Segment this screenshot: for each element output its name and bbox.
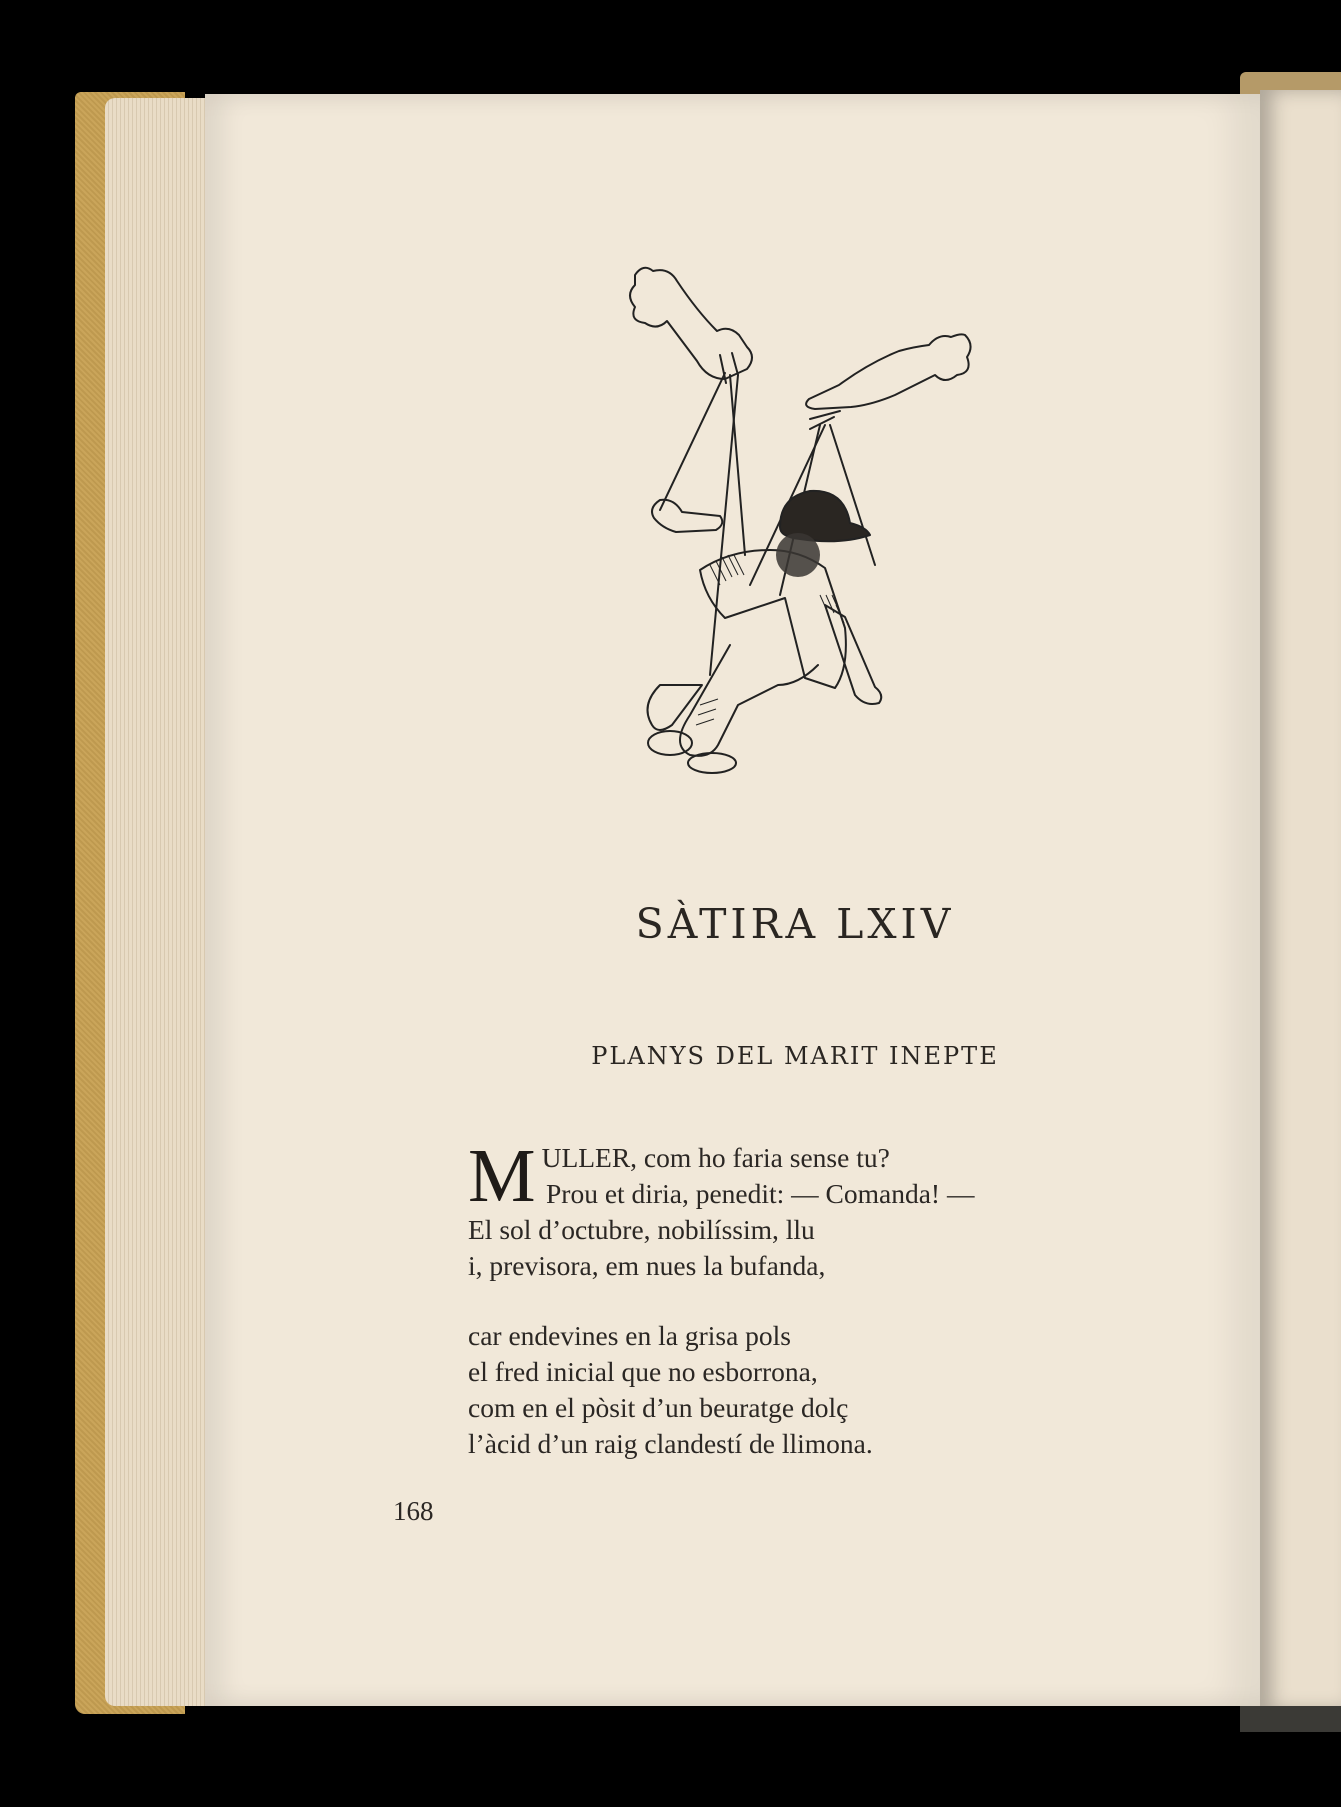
poem-line: com en el pòsit d’un beuratge dolç [468, 1392, 849, 1423]
stanza-break [468, 1284, 1128, 1318]
poem-text [468, 1134, 1128, 1462]
poem-line: el fred inicial que no esborrona, [468, 1356, 818, 1387]
marionette-hands-icon [620, 265, 980, 800]
poem-line: Prou et diria, penedit: — Comanda! — [546, 1178, 975, 1209]
poem-line: l’àcid d’un raig clandestí de llimona. [468, 1428, 873, 1459]
page-edges [105, 98, 215, 1706]
facing-page [1260, 90, 1341, 1710]
poem-line: ULLER, com ho faria sense tu? [541, 1142, 890, 1173]
poem-line: El sol d’octubre, nobilíssim, llu [468, 1214, 815, 1245]
page-title: SÀTIRA LXIV [635, 900, 955, 948]
page-number: 168 [393, 1496, 434, 1526]
poem-line: car endevines en la grisa pols [468, 1320, 792, 1351]
drop-cap: M [468, 1134, 536, 1218]
book-cover-bottom [1240, 1706, 1341, 1732]
poem-subtitle: PLANYS DEL MARIT INEPTE [591, 1042, 999, 1070]
poem-line: i, previsora, em nues la bufanda, [468, 1250, 826, 1281]
